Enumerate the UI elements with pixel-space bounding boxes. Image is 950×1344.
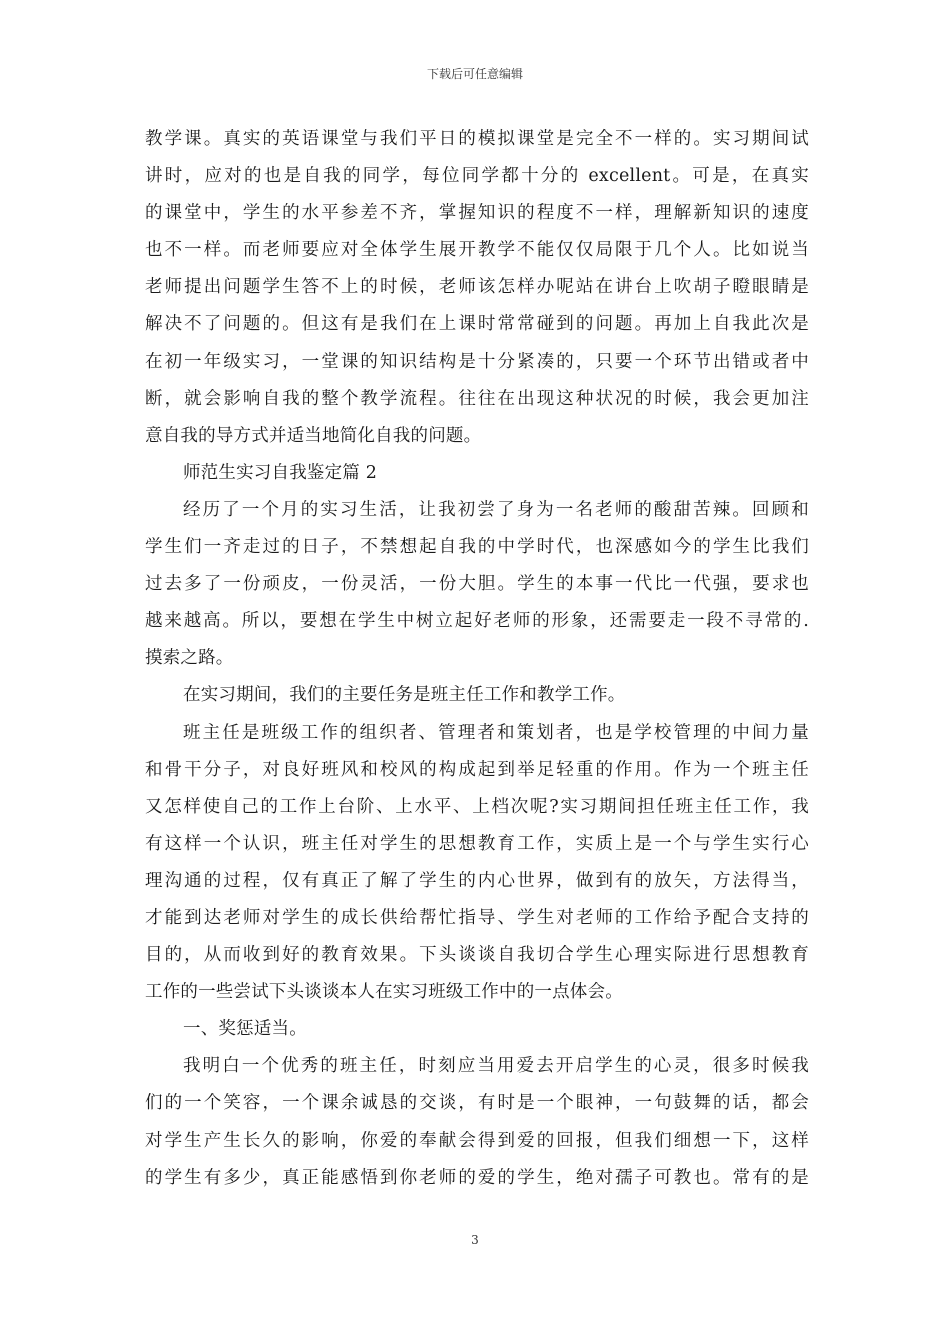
paragraph-line: 在实习期间，我们的主要任务是班主任工作和教学工作。 [183,685,626,706]
paragraph-line: 的课堂中，学生的水平参差不齐，掌握知识的程度不一样，理解新知识的速度 [145,203,809,224]
paragraph-line: 目的，从而收到好的教育效果。下头谈谈自我切合学生心理实际进行思想教育 [145,945,809,966]
page-number: 3 [471,1233,479,1247]
paragraph-line: 工作的一些尝试下头谈谈本人在实习班级工作中的一点体会。 [145,982,623,1003]
paragraph-line: 意自我的导方式并适当地简化自我的问题。 [145,425,482,446]
paragraph-line: 在初一年级实习，一堂课的知识结构是十分紧凑的，只要一个环节出错或者中 [145,351,809,372]
section-heading: 一、奖惩适当。 [183,1019,307,1040]
paragraph-line: 们的一个笑容，一个课余诚恳的交谈，有时是一个眼神，一句鼓舞的话，都会 [145,1093,809,1114]
paragraph-line: 越来越高。所以，要想在学生中树立起好老师的形象，还需要走一段不寻常的. [145,611,809,632]
paragraph-line: 过去多了一份顽皮，一份灵活，一份大胆。学生的本事一代比一代强，要求也 [145,574,809,595]
paragraph-line: 有这样一个认识，班主任对学生的思想教育工作，实质上是一个与学生实行心 [145,833,809,854]
paragraph-line: 也不一样。而老师要应对全体学生展开教学不能仅仅局限于几个人。比如说当 [145,240,809,261]
paragraph-line: 班主任是班级工作的组织者、管理者和策划者，也是学校管理的中间力量 [183,722,809,743]
page-header: 下载后可任意编辑 [426,67,523,81]
paragraph-line: 理沟通的过程，仅有真正了解了学生的内心世界，做到有的放矢，方法得当， [145,870,809,891]
paragraph-line: 断，就会影响自我的整个教学流程。往往在出现这种状况的时候，我会更加注 [145,388,809,409]
paragraph-line: 老师提出问题学生答不上的时候，老师该怎样办呢站在讲台上吹胡子瞪眼睛是 [145,277,809,298]
paragraph-line: 摸索之路。 [145,648,234,669]
paragraph-line: 又怎样使自己的工作上台阶、上水平、上档次呢?实习期间担任班主任工作，我 [145,796,809,817]
paragraph-line: 和骨干分子，对良好班风和校风的构成起到举足轻重的作用。作为一个班主任 [145,759,809,780]
paragraph-line: 我明白一个优秀的班主任，时刻应当用爱去开启学生的心灵，很多时候我 [183,1056,809,1077]
section-heading: 师范生实习自我鉴定篇 2 [183,462,378,483]
paragraph-line: 教学课。真实的英语课堂与我们平日的模拟课堂是完全不一样的。实习期间试 [145,129,809,149]
document-body [145,121,809,1197]
paragraph-line: 才能到达老师对学生的成长供给帮忙指导、学生对老师的工作给予配合支持的 [145,907,809,928]
paragraph-line: 学生们一齐走过的日子，不禁想起自我的中学时代，也深感如今的学生比我们 [145,537,809,558]
paragraph-line: 经历了一个月的实习生活，让我初尝了身为一名老师的酸甜苦辣。回顾和 [183,499,809,520]
paragraph-line: 解决不了问题的。但这有是我们在上课时常常碰到的问题。再加上自我此次是 [145,314,809,335]
paragraph-line: 讲时，应对的也是自我的同学，每位同学都十分的 excellent。可是，在真实 [145,166,809,187]
paragraph-line: 的学生有多少，真正能感悟到你老师的爱的学生，绝对孺子可教也。常有的是 [145,1167,809,1188]
paragraph-line: 对学生产生长久的影响，你爱的奉献会得到爱的回报，但我们细想一下，这样 [145,1130,809,1151]
